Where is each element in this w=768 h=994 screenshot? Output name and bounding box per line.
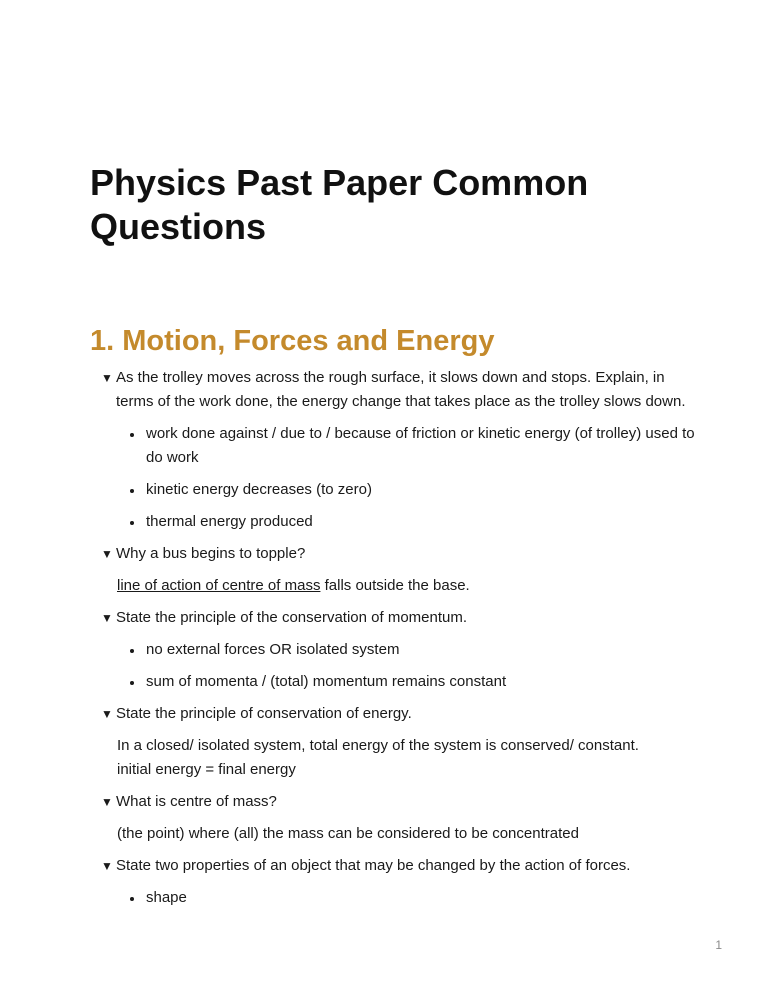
toggle-summary[interactable] [101, 606, 701, 630]
triangle-down-icon[interactable]: ▼ [101, 859, 113, 873]
triangle-down-icon[interactable]: ▼ [101, 611, 113, 625]
list-item: • sum of momenta / (total) momentum remains constant [144, 670, 701, 694]
answer-list [117, 886, 701, 910]
answer-line: In a closed/ isolated system, total energy of the system is conserved/ constant. [117, 737, 639, 754]
section-heading: 1. Motion, Forces and Energy [90, 325, 495, 357]
underlined-text: line of action of centre of mass [117, 577, 321, 594]
question-text: As the trolley moves across the rough surface, it slows down and stops. Explain, in terms of the work done, the energy change that takes place as the trolley slows down. [116, 369, 686, 410]
toggle-body [101, 638, 701, 694]
toggle-block-centre-of-mass [101, 790, 701, 846]
question-text: What is centre of mass? [116, 793, 277, 810]
toggle-summary[interactable] [101, 542, 701, 566]
toggle-body [101, 822, 701, 846]
toggle-block-forces [101, 854, 701, 910]
answer-list [117, 638, 701, 694]
section-content [101, 366, 701, 918]
toggle-block-bus [101, 542, 701, 598]
answer-rest: falls outside the base. [320, 577, 470, 594]
list-item: • no external forces OR isolated system [144, 638, 701, 662]
question-text: State two properties of an object that may be changed by the action of forces. [116, 857, 631, 874]
toggle-summary[interactable] [101, 366, 701, 414]
toggle-summary[interactable] [101, 854, 701, 878]
list-item: • work done against / due to / because of friction or kinetic energy (of trolley) used to do work [144, 422, 701, 470]
triangle-down-icon[interactable]: ▼ [101, 371, 113, 385]
list-item: • kinetic energy decreases (to zero) [144, 478, 701, 502]
triangle-down-icon[interactable]: ▼ [101, 795, 113, 809]
toggle-block-energy [101, 702, 701, 782]
toggle-body [101, 734, 701, 782]
toggle-block-momentum [101, 606, 701, 694]
triangle-down-icon[interactable]: ▼ [101, 547, 113, 561]
toggle-body [101, 886, 701, 910]
toggle-summary[interactable] [101, 790, 701, 814]
list-item: • shape [144, 886, 701, 910]
question-text: State the principle of the conservation of momentum. [116, 609, 468, 626]
toggle-block-trolley [101, 366, 701, 534]
answer-list [117, 422, 701, 534]
toggle-summary[interactable] [101, 702, 701, 726]
document-title: Physics Past Paper Common Questions [90, 162, 589, 247]
page-number: 1 [715, 938, 722, 952]
question-text: Why a bus begins to topple? [116, 545, 306, 562]
list-item: • thermal energy produced [144, 510, 701, 534]
toggle-body [101, 422, 701, 534]
question-text: State the principle of conservation of energy. [116, 705, 412, 722]
triangle-down-icon[interactable]: ▼ [101, 707, 113, 721]
answer-line: initial energy = final energy [117, 761, 296, 778]
toggle-body [101, 574, 701, 598]
answer-text [117, 574, 701, 598]
answer-text: (the point) where (all) the mass can be considered to be concentrated [117, 825, 579, 842]
answer-text [117, 734, 701, 782]
